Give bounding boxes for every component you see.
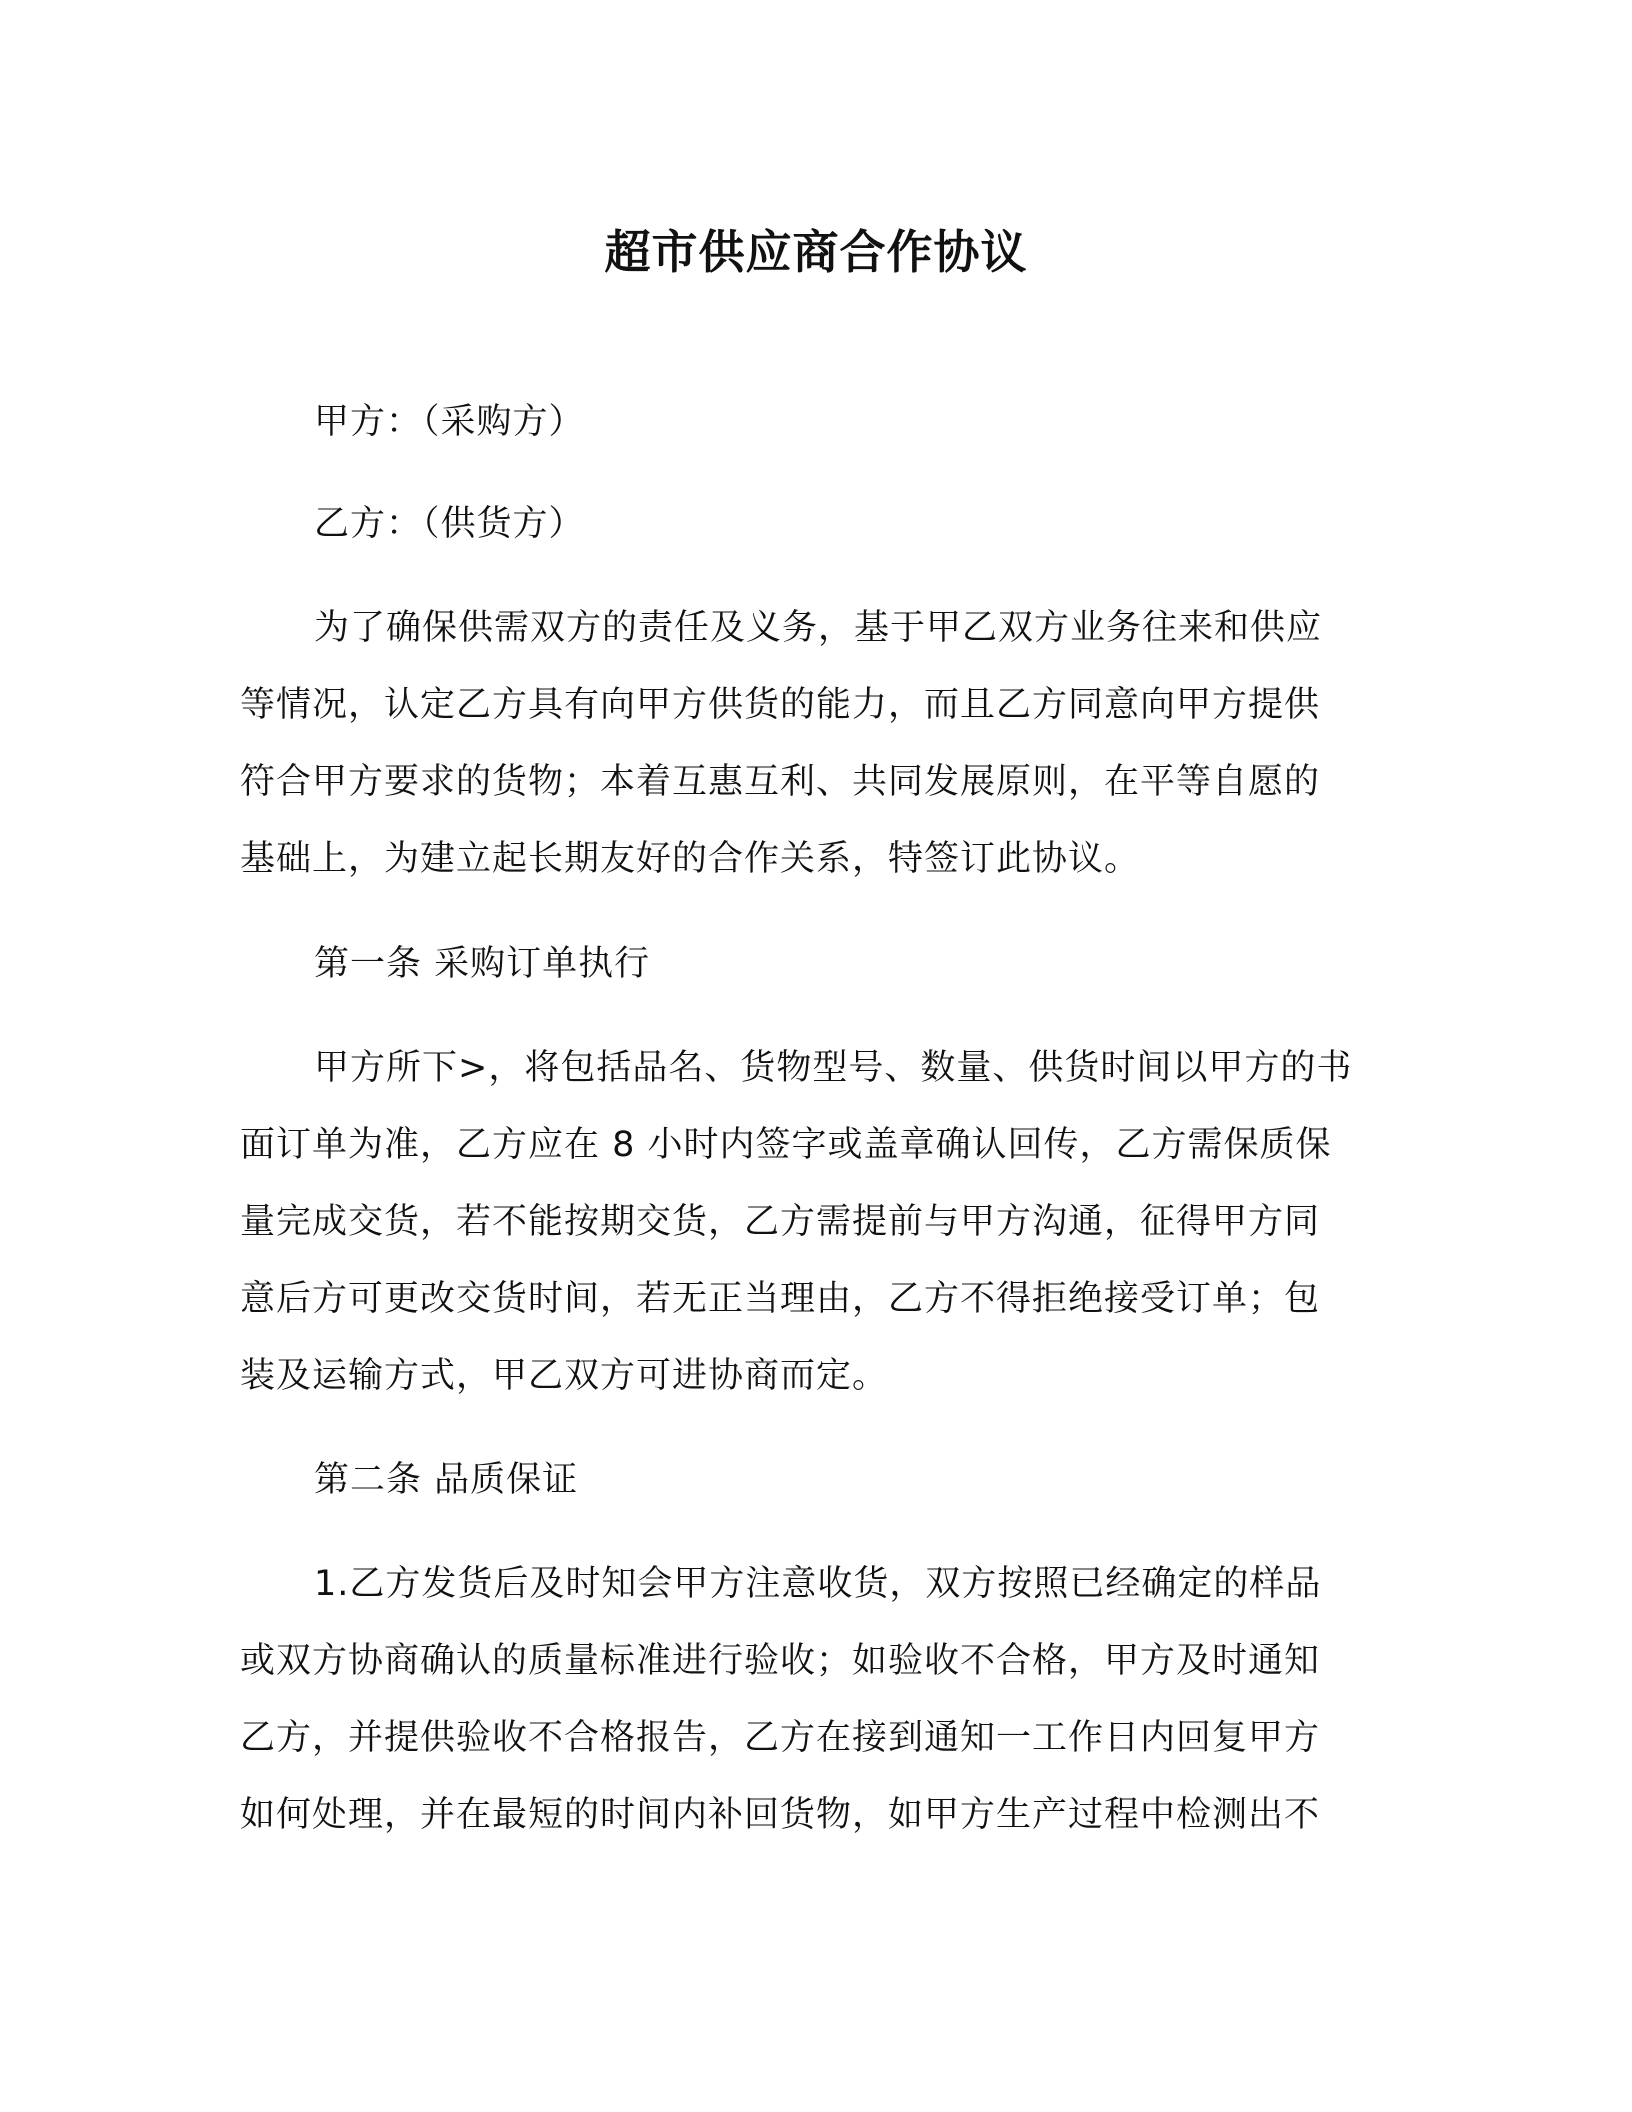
article-1-line: 意后方可更改交货时间，若无正当理由，乙方不得拒绝接受订单；包: [240, 1279, 1321, 1319]
intro-line: 基础上，为建立起长期友好的合作关系，特签订此协议。: [240, 839, 1141, 879]
intro-paragraph: [240, 590, 1390, 898]
article-1-line: 面订单为准，乙方应在 8 小时内签字或盖章确认回传，乙方需保质保: [240, 1125, 1332, 1165]
article-1-line: 量完成交货，若不能按期交货，乙方需提前与甲方沟通，征得甲方同: [240, 1202, 1321, 1242]
document-title: 超市供应商合作协议: [604, 225, 1028, 279]
article-2-paragraph: [240, 1546, 1390, 1854]
article-1-line: 装及运输方式，甲乙双方可进协商而定。: [240, 1356, 889, 1396]
party-b-line: 乙方：（供货方）: [314, 504, 585, 544]
party-a-line: 甲方：（采购方）: [314, 402, 585, 442]
article-2-line: 如何处理，并在最短的时间内补回货物，如甲方生产过程中检测出不: [240, 1795, 1321, 1835]
intro-line: 符合甲方要求的货物；本着互惠互利、共同发展原则，在平等自愿的: [240, 762, 1321, 802]
article-2-line: 1.乙方发货后及时知会甲方注意收货，双方按照已经确定的样品: [314, 1564, 1322, 1604]
article-2-line: 乙方，并提供验收不合格报告，乙方在接到通知一工作日内回复甲方: [240, 1718, 1321, 1758]
article-1-title: 第一条 采购订单执行: [314, 944, 651, 984]
article-2-title: 第二条 品质保证: [314, 1460, 579, 1500]
article-1-line: 甲方所下>，将包括品名、货物型号、数量、供货时间以甲方的书: [314, 1048, 1353, 1088]
intro-line: 为了确保供需双方的责任及义务，基于甲乙双方业务往来和供应: [314, 608, 1323, 648]
article-2-line: 或双方协商确认的质量标准进行验收；如验收不合格，甲方及时通知: [240, 1641, 1321, 1681]
article-1-paragraph: [240, 1030, 1390, 1415]
intro-line: 等情况，认定乙方具有向甲方供货的能力，而且乙方同意向甲方提供: [240, 685, 1321, 725]
